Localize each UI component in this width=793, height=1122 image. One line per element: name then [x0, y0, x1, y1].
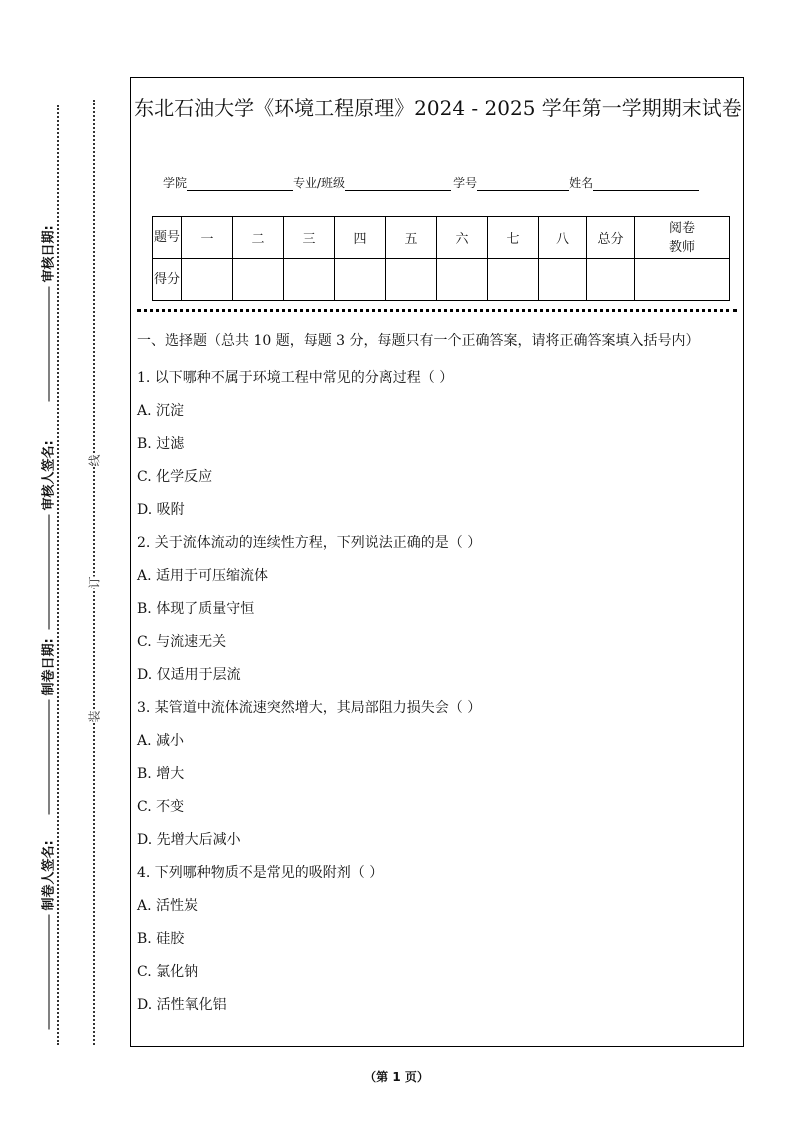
score-table-header-question: 题号 [153, 217, 182, 259]
auditor-sign-field [38, 440, 57, 630]
question-2-stem: 2. 关于流体流动的连续性方程，下列说法正确的是（ ） [137, 535, 482, 551]
question-4-option-c: C. 氯化钠 [137, 964, 199, 980]
binding-mark-line: 线 [87, 454, 102, 467]
binding-mark-fold: 装 [87, 710, 102, 723]
question-4-option-d: D. 活性氧化铝 [137, 997, 227, 1013]
score-cell-1[interactable] [182, 259, 233, 301]
question-1-option-a: A. 沉淀 [137, 403, 185, 419]
question-3-option-d: D. 先增大后减小 [137, 832, 241, 848]
student-id-input[interactable] [477, 190, 569, 191]
question-1-option-b: B. 过滤 [137, 436, 185, 452]
score-col-7: 七 [488, 217, 539, 259]
score-col-8: 八 [539, 217, 587, 259]
exam-title: 东北石油大学《环境工程原理》2024 - 2025 学年第一学期期末试卷 [134, 96, 742, 120]
score-col-6: 六 [437, 217, 488, 259]
score-cell-grader[interactable] [635, 259, 730, 301]
score-cell-4[interactable] [335, 259, 386, 301]
question-3-option-c: C. 不变 [137, 799, 185, 815]
page-number: （第 1 页） [364, 1070, 429, 1084]
auditor-sign-line[interactable] [49, 515, 50, 630]
exam-frame [130, 77, 744, 1047]
score-cell-total[interactable] [587, 259, 635, 301]
score-col-3: 三 [284, 217, 335, 259]
maker-sign-line[interactable] [49, 915, 50, 1030]
score-table [152, 216, 730, 301]
name-label: 姓名 [569, 176, 594, 190]
question-2-option-d: D. 仅适用于层流 [137, 667, 241, 683]
score-col-total: 总分 [587, 217, 635, 259]
question-4-stem: 4. 下列哪种物质不是常见的吸附剂（ ） [137, 865, 384, 881]
score-cell-5[interactable] [386, 259, 437, 301]
question-2-option-a: A. 适用于可压缩流体 [137, 568, 269, 584]
section-1 [137, 330, 739, 1022]
audit-date-field [38, 225, 57, 402]
question-2-option-b: B. 体现了质量守恒 [137, 601, 255, 617]
score-table-header-score: 得分 [153, 259, 182, 301]
score-cell-3[interactable] [284, 259, 335, 301]
maker-sign-field [38, 840, 57, 1030]
score-cell-7[interactable] [488, 259, 539, 301]
make-date-field [38, 638, 57, 815]
make-date-line[interactable] [49, 700, 50, 815]
question-4-option-a: A. 活性炭 [137, 898, 199, 914]
question-3-option-b: B. 增大 [137, 766, 185, 782]
question-4-option-b: B. 硅胶 [137, 931, 185, 947]
score-cell-2[interactable] [233, 259, 284, 301]
score-col-5: 五 [386, 217, 437, 259]
score-col-1: 一 [182, 217, 233, 259]
maker-sign-label: 制卷人签名: [41, 840, 57, 911]
binding-dotted-line [93, 100, 95, 1045]
question-1-stem: 1. 以下哪种不属于环境工程中常见的分离过程（ ） [137, 370, 454, 386]
score-cell-8[interactable] [539, 259, 587, 301]
score-col-4: 四 [335, 217, 386, 259]
name-input[interactable] [593, 190, 699, 191]
student-id-label: 学号 [453, 176, 478, 190]
major-class-label: 专业/班级 [293, 176, 346, 190]
college-label: 学院 [163, 176, 188, 190]
college-input[interactable] [187, 190, 293, 191]
separator-dotted-line [137, 309, 737, 312]
binding-mark-bind: 订 [87, 576, 102, 589]
score-col-grader [635, 217, 730, 259]
student-info-row [163, 174, 699, 191]
audit-date-label: 审核日期: [41, 225, 57, 283]
question-2-option-c: C. 与流速无关 [137, 634, 227, 650]
make-date-label: 制卷日期: [41, 638, 57, 696]
question-1-option-c: C. 化学反应 [137, 469, 213, 485]
score-cell-6[interactable] [437, 259, 488, 301]
section-1-heading: 一、选择题（总共 10 题，每题 3 分，每题只有一个正确答案，请将正确答案填入括号内） [137, 333, 700, 349]
audit-date-line[interactable] [49, 287, 50, 402]
question-1-option-d: D. 吸附 [137, 502, 185, 518]
major-class-input[interactable] [345, 190, 451, 191]
outer-dotted-line [57, 105, 59, 1045]
grader-label: 阅卷教师 [668, 220, 695, 255]
question-3-stem: 3. 某管道中流体流速突然增大，其局部阻力损失会（ ） [137, 700, 482, 716]
question-3-option-a: A. 减小 [137, 733, 185, 749]
auditor-sign-label: 审核人签名: [41, 440, 57, 511]
score-col-2: 二 [233, 217, 284, 259]
